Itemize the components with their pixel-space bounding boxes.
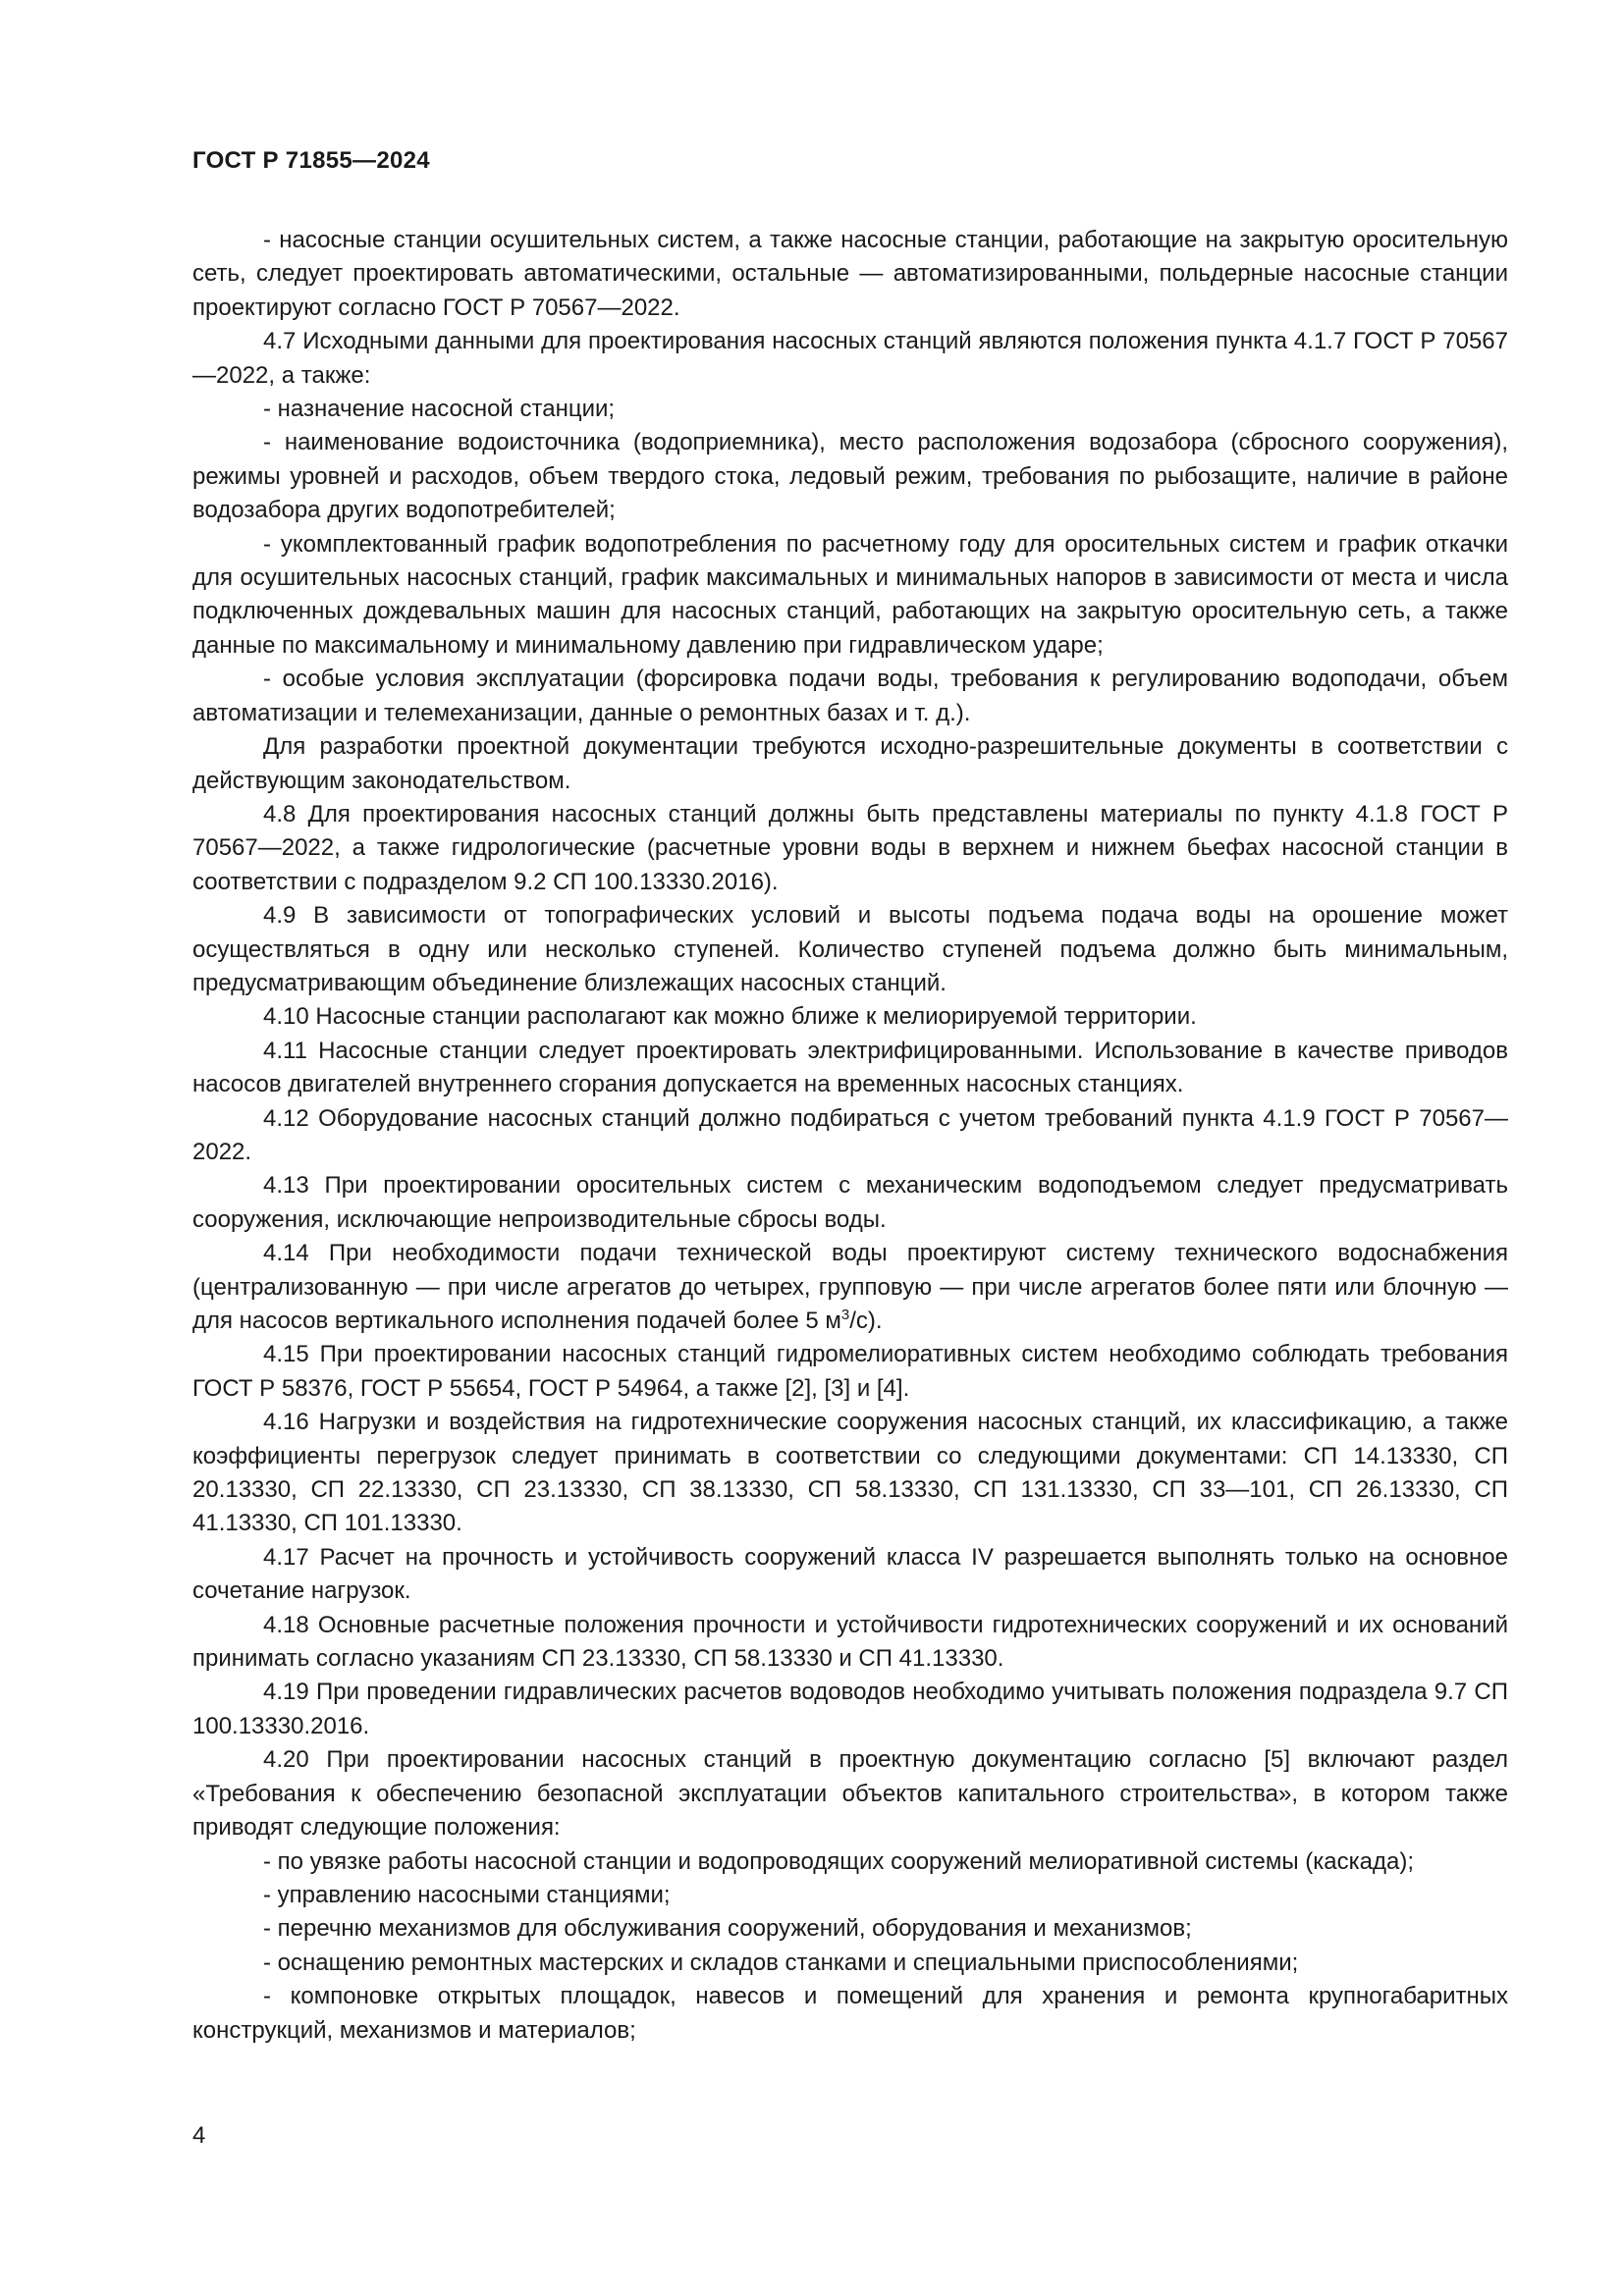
paragraph: - наименование водоисточника (водоприемника), место расположения водозабора (сбросного сооружения), режимы уровней и расходов, объем твердого стока, ледовый режим, требования по рыбозащите, наличие в районе водозабора других водопотребителей;: [192, 429, 1508, 524]
paragraph: 4.11 Насосные станции следует проектировать электрифицированными. Использование в качестве приводов насосов двигателей внутреннего сгорания допускается на временных насосных станциях.: [192, 1037, 1508, 1098]
paragraph-text: 4.14 При необходимости подачи технической воды проектируют систему технического водоснабжения (централизованную — при числе агрегатов до четырех, групповую — при числе агрегатов более пяти или блочную — для насосов вертикального исполнения подачей более 5 м: [192, 1240, 1508, 1334]
paragraph: 4.13 При проектировании оросительных систем с механическим водоподъемом следует предусматривать сооружения, исключающие непроизводительные сбросы воды.: [192, 1172, 1508, 1233]
paragraph: - особые условия эксплуатации (форсировка подачи воды, требования к регулированию водоподачи, объем автоматизации и телемеханизации, данные о ремонтных базах и т. д.).: [192, 666, 1508, 726]
paragraph: [192, 1237, 1508, 1338]
paragraph: - перечню механизмов для обслуживания сооружений, оборудования и механизмов;: [263, 1915, 1192, 1943]
paragraph: 4.12 Оборудование насосных станций должно подбираться с учетом требований пункта 4.1.9 ГОСТ Р 70567—2022.: [192, 1104, 1508, 1165]
paragraph: - оснащению ремонтных мастерских и складов станками и специальными приспособлениями;: [263, 1949, 1299, 1976]
document-header: ГОСТ Р 71855—2024: [192, 147, 430, 174]
paragraph-text-tail: /с).: [849, 1308, 883, 1334]
paragraph: 4.18 Основные расчетные положения прочности и устойчивости гидротехнических сооружений и их оснований принимать согласно указаниям СП 23.13330, СП 58.13330 и СП 41.13330.: [192, 1611, 1508, 1673]
paragraph: 4.16 Нагрузки и воздействия на гидротехнические сооружения насосных станций, их классификацию, а также коэффициенты перегрузок следует принимать в соответствии со следующими документами: СП 14.13330, СП 20.13330, СП 22.13330, СП 23.13330, СП 38.13330, СП 58.13330, СП 131.13330, СП 33—101, СП 26.13330, СП 41.13330, СП 101.13330.: [192, 1409, 1508, 1537]
paragraph: - насосные станции осушительных систем, а также насосные станции, работающие на закрытую оросительную сеть, следует проектировать автоматическими, остальные — автоматизированными, польдерные насосные станции проектируют согласно ГОСТ Р 70567—2022.: [192, 227, 1508, 321]
paragraph: 4.19 При проведении гидравлических расчетов водоводов необходимо учитывать положения подраздела 9.7 СП 100.13330.2016.: [192, 1679, 1508, 1739]
paragraph: 4.7 Исходными данными для проектирования насосных станций являются положения пункта 4.1.7 ГОСТ Р 70567—2022, а также:: [192, 328, 1508, 389]
paragraph: 4.17 Расчет на прочность и устойчивость сооружений класса IV разрешается выполнять только на основное сочетание нагрузок.: [192, 1543, 1508, 1605]
paragraph: - компоновке открытых площадок, навесов и помещений для хранения и ремонта крупногабаритных конструкций, механизмов и материалов;: [192, 1983, 1508, 2044]
paragraph: 4.20 При проектировании насосных станций в проектную документацию согласно [5] включают раздел «Требования к обеспечению безопасной эксплуатации объектов капитального строительства», в котором также приводят следующие положения:: [192, 1746, 1508, 1842]
paragraph: - управлению насосными станциями;: [263, 1881, 671, 1908]
paragraph: - укомплектованный график водопотребления по расчетному году для оросительных систем и график откачки для осушительных насосных станций, график максимальных и минимальных напоров в зависимости от места и числа подключенных дождевальных машин для насосных станций, работающих на закрытую оросительную сеть, а также данные по максимальному и минимальному давлению при гидравлическом ударе;: [192, 530, 1508, 659]
paragraph: - по увязке работы насосной станции и водопроводящих сооружений мелиоративной системы (каскада);: [263, 1847, 1414, 1875]
paragraph: 4.10 Насосные станции располагают как можно ближе к мелиорируемой территории.: [263, 1003, 1197, 1031]
paragraph: 4.15 При проектировании насосных станций гидромелиоративных систем необходимо соблюдать требования ГОСТ Р 58376, ГОСТ Р 55654, ГОСТ Р 54964, а также [2], [3] и [4].: [192, 1341, 1508, 1402]
paragraph: 4.8 Для проектирования насосных станций должны быть представлены материалы по пункту 4.1.8 ГОСТ Р 70567—2022, а также гидрологические (расчетные уровни воды в верхнем и нижнем бьефах насосной станции в соответствии с подразделом 9.2 СП 100.13330.2016).: [192, 800, 1508, 895]
superscript: 3: [840, 1307, 850, 1323]
paragraph: 4.9 В зависимости от топографических условий и высоты подъема подача воды на орошение может осуществляться в одну или несколько ступеней. Количество ступеней подъема должно быть минимальным, предусматривающим объединение близлежащих насосных станций.: [192, 902, 1508, 996]
paragraph: - назначение насосной станции;: [263, 396, 616, 423]
page-number: 4: [192, 2122, 206, 2149]
document-body: [192, 224, 1508, 2048]
paragraph: Для разработки проектной документации требуются исходно-разрешительные документы в соответствии с действующим законодательством.: [192, 733, 1508, 794]
